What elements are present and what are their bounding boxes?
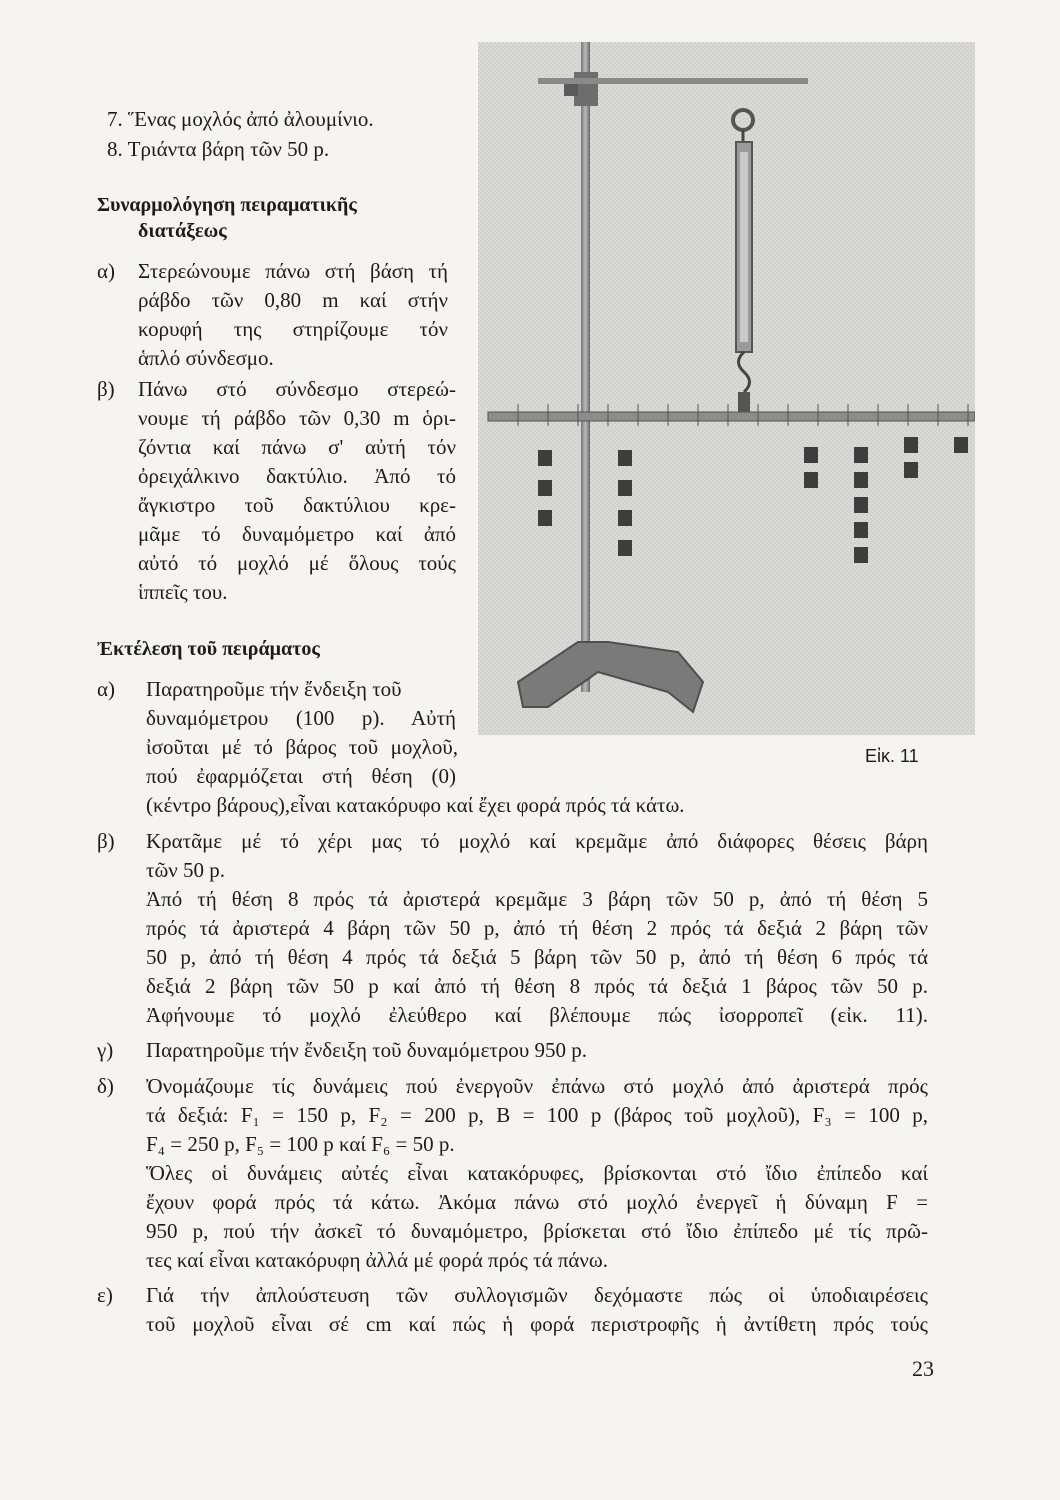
vertical-rod [581,42,590,692]
assembly-b-line: ὀρειχάλκινο δακτύλιο. Ἀπό τό [138,464,456,488]
execution-d-forces-line: F₄ = 250 p, F₅ = 100 p καί F₆ = 50 p. [146,1132,455,1156]
figure-caption: Εἰκ. 11 [865,746,919,766]
assembly-a-label: α) [97,259,115,283]
execution-c-line: Παρατηροῦμε τήν ἔνδειξη τοῦ δυναμόμετρου 950 p. [146,1038,587,1062]
execution-d-line: Ὀνομάζουμε τίς δυνάμεις πού ἐνεργοῦν ἐπάνω στό μοχλό ἀπό ἀριστερά πρός [146,1074,928,1098]
aluminium-lever [488,412,975,421]
execution-d-line: Ὅλες οἱ δυνάμεις αὐτές εἶναι κατακόρυφες, βρίσκονται στό ἴδιο ἐπίπεδο καί [146,1161,928,1185]
execution-d-label: δ) [97,1074,114,1098]
photo-background [478,42,975,735]
horizontal-rod [538,78,808,84]
execution-a-line: δυναμόμετρου (100 p). Αὐτή [146,706,456,730]
assembly-a-line: Στερεώνουμε πάνω στή βάση τή [138,259,448,283]
execution-e-line: Γιά τήν ἀπλούστευση τῶν συλλογισμῶν δεχόμαστε πώς οἱ ὑποδιαιρέσεις [146,1283,928,1307]
execution-d-line: ἔχουν φορά πρός τά κάτω. Ἀκόμα πάνω στό μοχλό ἐνεργεῖ ἡ δύναμη F = [146,1190,928,1214]
assembly-b-line: Πάνω στό σύνδεσμο στερεώ- [138,377,456,401]
assembly-a-line: ἁπλό σύνδεσμο. [138,346,274,370]
weights-right-8 [954,437,968,453]
assembly-b-line: ἱππεῖς του. [138,580,228,604]
assembly-b-label: β) [97,377,115,401]
execution-b-line: Ἀπό τή θέση 8 πρός τά ἀριστερά κρεμᾶμε 3 βάρη τῶν 50 p, ἀπό τή θέση 5 [146,887,928,911]
execution-d-forces-line: τά δεξιά: F₁ = 150 p, F₂ = 200 p, B = 100 p (βάρος τοῦ μοχλοῦ), F₃ = 100 p, [146,1103,928,1127]
assembly-b-line: νουμε τή ράβδο τῶν 0,30 m ὁρι- [138,406,456,430]
execution-b-line: 50 p, ἀπό τή θέση 4 πρός τά δεξιά 5 βάρη τῶν 50 p, ἀπό τή θέση 6 πρός τά [146,945,928,969]
assembly-b-line: ζόντια καί πάνω σ' αὐτή τόν [138,435,456,459]
execution-e-line: τοῦ μοχλοῦ εἶναι σέ cm καί πώς ἡ φορά περιστροφῆς ἡ ἀντίθετη πρός τούς [146,1312,928,1336]
execution-a-line: ἰσοῦται μέ τό βάρος τοῦ μοχλοῦ, [146,735,458,759]
weights-left-8 [538,450,552,526]
execution-b-line: δεξιά 2 βάρη τῶν 50 p καί ἀπό τή θέση 8 πρός τά δεξιά 1 βάρος τῶν 50 p. [146,974,928,998]
materials-item-8: 8. Τριάντα βάρη τῶν 50 p. [107,137,330,161]
assembly-a-line: ράβδο τῶν 0,80 m καί στήν [138,288,448,312]
execution-c-label: γ) [97,1038,114,1062]
materials-item-7: 7. Ἕνας μοχλός ἀπό ἀλουμίνιο. [107,107,374,131]
execution-a-line: Παρατηροῦμε τήν ἔνδειξη τοῦ [146,677,402,701]
execution-d-line: τες καί εἶναι κατακόρυφη ἀλλά μέ φορά πρός τά πάνω. [146,1248,608,1272]
execution-a-line: πού ἐφαρμόζεται στή θέση (0) [146,764,456,788]
page-number: 23 [912,1356,934,1381]
execution-b-line: τῶν 50 p. [146,858,226,882]
execution-a-label: α) [97,677,115,701]
assembly-b-line: ἄγκιστρο τοῦ δακτύλιου κρε- [138,493,456,517]
assembly-b-line: μᾶμε τό δυναμόμετρο καί ἀπό [138,522,456,546]
execution-b-line: Ἀφήνουμε τό μοχλό ἐλεύθερο καί βλέπουμε πώς ἰσορροπεῖ (εἰκ. 11). [146,1003,928,1027]
assembly-heading: Συναρμολόγηση πειραματικῆς [97,194,357,216]
lever-apparatus-photo [478,42,975,735]
execution-heading: Ἐκτέλεση τοῦ πειράματος [97,638,320,660]
execution-a-line: (κέντρο βάρους),εἶναι κατακόρυφο καί ἔχει φορά πρός τά κάτω. [146,793,685,817]
execution-b-label: β) [97,829,115,853]
execution-b-line: πρός τά ἀριστερά 4 βάρη τῶν 50 p, ἀπό τή θέση 2 πρός τά δεξιά 2 βάρη τῶν [146,916,928,940]
assembly-heading-cont: διατάξεως [138,220,227,242]
assembly-a-line: κορυφή της στηρίζουμε τόν [138,317,448,341]
assembly-b-line: αὐτό τό μοχλό μέ ὅλους τούς [138,551,456,575]
execution-e-label: ε) [97,1283,113,1307]
execution-d-line: 950 p, πού τήν ἀσκεῖ τό δυναμόμετρο, βρίσκεται στό ἴδιο ἐπίπεδο μέ τίς πρῶ- [146,1219,928,1243]
execution-b-line: Κρατᾶμε μέ τό χέρι μας τό μοχλό καί κρεμᾶμε ἀπό διάφορες θέσεις βάρη [146,829,928,853]
